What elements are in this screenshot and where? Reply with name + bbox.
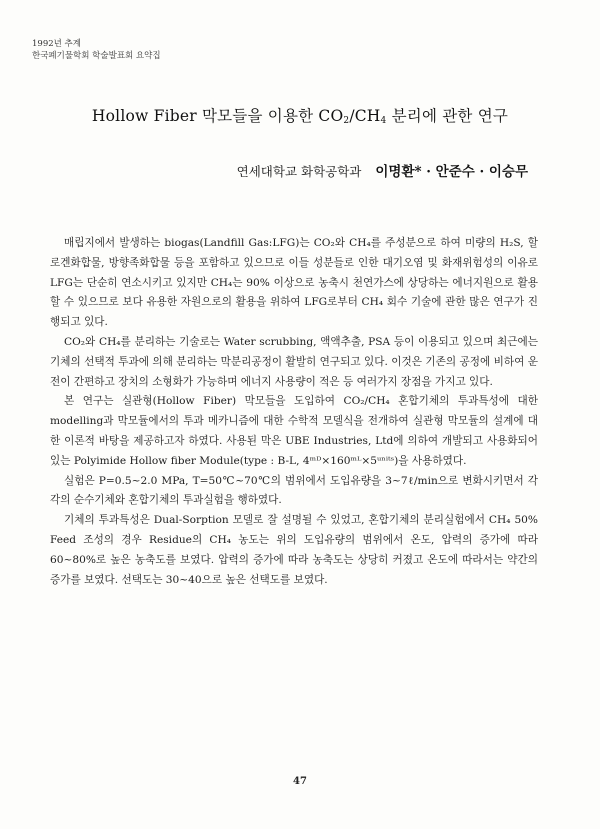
paragraph-intro: 매립지에서 발생하는 biogas(Landfill Gas:LFG)는 CO₂와 CH₄를 주성분으로 하여 미량의 H₂S, 할로겐화합물, 방향족화합물 등을 포함하고 있으므로 이들 성분들로 인한 대기오염 및 화재위험성의 이유로 LFG는 단순히 연소시키고 있지만 CH₄는 90% 이상으로 농축시 천연가스에 상당하는 에너지원으로 활용할 수 있으므로 보다 유용한 자원으로의 활용을 위하여 LFG로부터 CH₄ 회수 기술에 관한 많은 연구가 진행되고 있다. [50, 237, 538, 329]
page-number: 47 [293, 776, 307, 787]
title-middle: /CH [349, 107, 381, 125]
title-subscript-2: 2 [343, 116, 350, 126]
paragraph-separation-tech: CO₂와 CH₄를 분리하는 기술로는 Water scrubbing, 액액추출, PSA 등이 이용되고 있으며 최근에는 기체의 선택적 투과에 의해 분리하는 막분리공정이 활발히 연구되고 있다. 이것은 기존의 공정에 비하여 운전이 간편하고 장치의 소형화가 가능하며 에너지 사용량이 적은 등 여러가지 장점을 가지고 있다. [50, 335, 538, 388]
header-year: 1992년 추계 [32, 39, 81, 49]
header-proceedings-name: 한국폐기물학회 학술발표회 요약집 [32, 51, 161, 61]
proceedings-header [32, 38, 161, 62]
author-line [237, 160, 528, 180]
title-suffix: 분리에 관한 연구 [386, 107, 509, 125]
paragraph-study-aim: 본 연구는 실관형(Hollow Fiber) 막모들을 도입하여 CO₂/CH₄ 혼합기체의 투과특성에 대한 modelling과 막모듈에서의 투과 메카니즘에 대한 수학적 모델식을 전개하여 실관형 막모듈의 설계에 대한 이론적 바탕을 제공하고자 하였다. 사용된 막은 UBE Industries, Ltd에 의하여 개발되고 사용화되어 있는 Polyimide Hollow fiber Module(type : B-L, 4ᵐᴰ×160ᵐᴸ×5ᵘⁿⁱᵗˢ)을 사용하였다. [50, 395, 538, 467]
abstract-body [50, 234, 538, 590]
title-subscript-4: 4 [380, 116, 387, 126]
author-names: 이명환* · 안준수 · 이승무 [375, 164, 528, 180]
paragraph-results: 기체의 투과특성은 Dual-Sorption 모델로 잘 설명될 수 있었고, 혼합기체의 분리실험에서 CH₄ 50% Feed 조성의 경우 Residue의 CH₄ 농도는 위의 도입유량의 범위에서 온도, 압력의 증가에 따라 60~80%로 높은 농축도를 보였다. 압력의 증가에 따라 농축도는 상당히 커졌고 온도에 따라서는 약간의 증가를 보였다. 선택도는 30~40으로 높은 선택도를 보였다. [50, 514, 538, 586]
author-affiliation: 연세대학교 화학공학과 [236, 164, 362, 179]
paragraph-experiment: 실험은 P=0.5~2.0 MPa, T=50℃~70℃의 범위에서 도입유량을 3~7ℓ/min으로 변화시키면서 각각의 순수기체와 혼합기체의 투과실험을 행하였다. [50, 474, 538, 507]
paper-title [0, 104, 600, 126]
title-prefix: Hollow Fiber 막모들을 이용한 CO [91, 107, 344, 125]
